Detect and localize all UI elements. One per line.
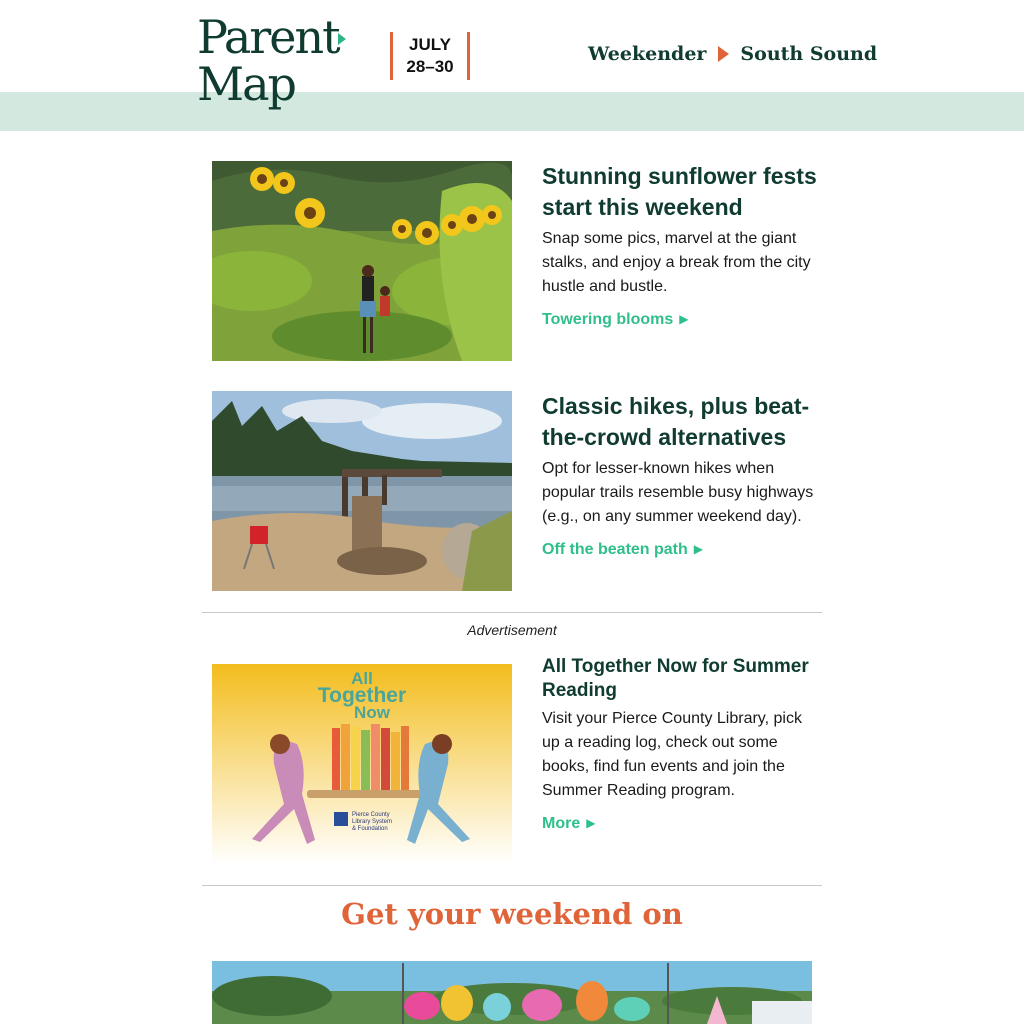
- story-blurb: Snap some pics, marvel at the giant stalks, and enjoy a break from the city hustle and bustle.: [542, 230, 811, 295]
- ad-art-title-2: Together: [317, 684, 407, 707]
- section-title: Get your weekend on: [341, 897, 683, 931]
- summer-reading-ad-image[interactable]: [212, 664, 512, 864]
- date-badge: [390, 32, 470, 80]
- ad-summer-reading: [212, 656, 824, 864]
- weekend-event-image[interactable]: [212, 961, 812, 1024]
- ad-art-logo-line-2: Library System: [352, 819, 393, 825]
- play-triangle-icon: ▶: [693, 542, 704, 556]
- logo-play-icon: [338, 33, 346, 45]
- cta-label: Off the beaten path: [542, 541, 688, 558]
- newsletter-breadcrumb: [588, 43, 877, 65]
- ad-headline[interactable]: All Together Now for Summer Reading: [542, 656, 809, 701]
- story-headline[interactable]: Classic hikes, plus beat-the-crowd alternatives: [542, 393, 810, 450]
- ad-text: [542, 655, 824, 833]
- cta-label: Towering blooms: [542, 311, 674, 328]
- play-triangle-icon: ▶: [586, 816, 596, 830]
- off-the-beaten-path-link[interactable]: [542, 541, 703, 559]
- ad-art-title-1: All: [351, 669, 373, 688]
- logo-line-2: Map: [197, 57, 295, 111]
- logo-line-1: Parent: [197, 10, 339, 64]
- story-sunflowers: [212, 161, 824, 361]
- towering-blooms-link[interactable]: [542, 311, 689, 329]
- ad-art-logo-line-3: & Foundation: [352, 826, 388, 832]
- date-days: 28–30: [406, 57, 454, 76]
- story-headline[interactable]: Stunning sunflower fests start this weekend: [542, 163, 817, 220]
- story-text: [542, 391, 824, 559]
- play-triangle-icon: ▶: [679, 312, 689, 326]
- sunflower-field-image[interactable]: [212, 161, 512, 361]
- date-month: JULY: [409, 35, 451, 54]
- story-blurb: Opt for lesser-known hikes when popular trails resemble busy highways (e.g., on any summer weekend day).: [542, 460, 814, 525]
- shoreline-hike-image[interactable]: [212, 391, 512, 591]
- ad-blurb: Visit your Pierce County Library, pick up a reading log, check out some books, find fun events and join the Summer Reading program.: [542, 710, 802, 799]
- ad-art-logo-line-1: Pierce County: [352, 812, 390, 818]
- story-hikes: [212, 391, 824, 591]
- email-header: [0, 0, 1024, 131]
- divider: [202, 885, 822, 886]
- more-link[interactable]: [542, 815, 595, 833]
- crumb-south-sound: South Sound: [740, 43, 878, 65]
- advertisement-label: Advertisement: [467, 622, 557, 638]
- play-triangle-icon: [718, 46, 729, 62]
- story-text: [542, 161, 824, 329]
- ad-art-title-3: Now: [354, 703, 390, 722]
- cta-label: More: [542, 815, 581, 832]
- divider: [202, 612, 822, 613]
- crumb-weekender: Weekender: [588, 43, 707, 65]
- parentmap-logo[interactable]: [197, 10, 357, 111]
